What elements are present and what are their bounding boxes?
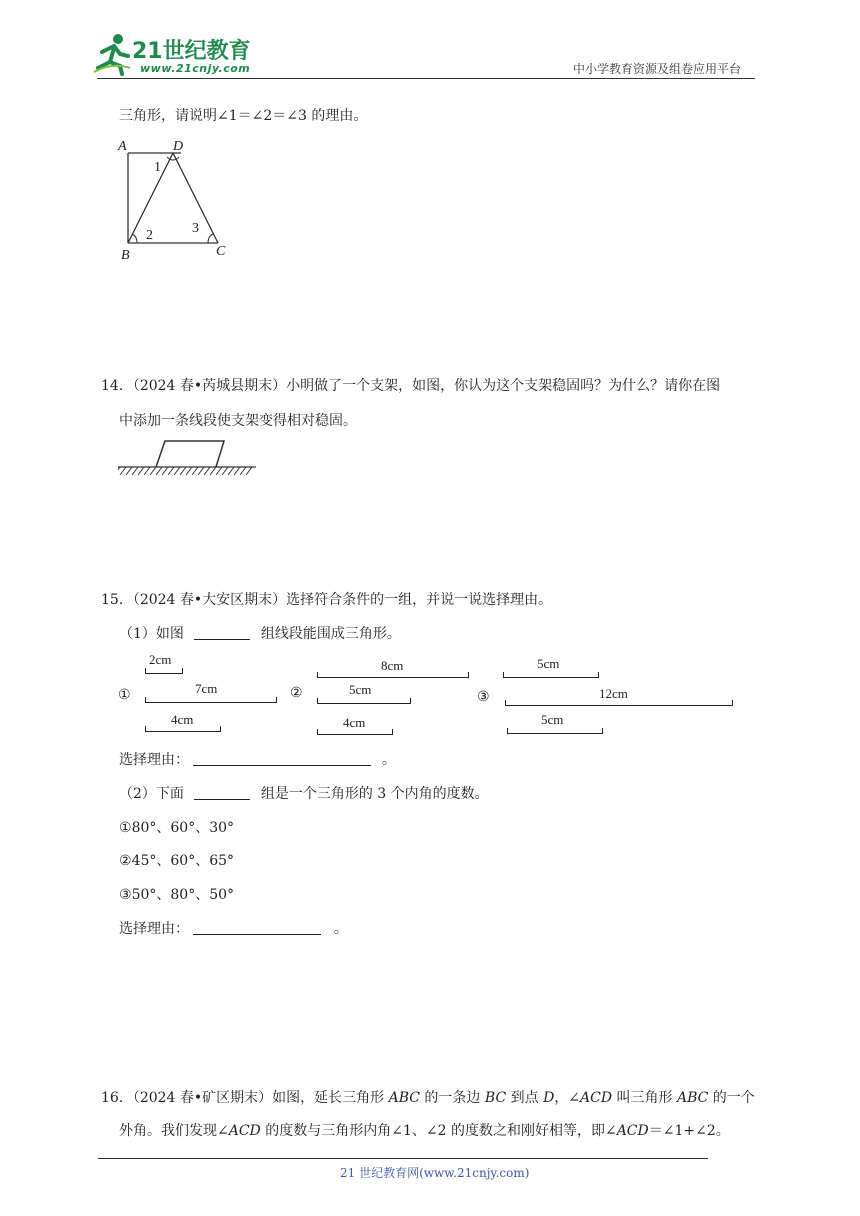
group-1-marker: ① bbox=[118, 687, 131, 703]
segment-label: 4cm bbox=[171, 712, 194, 727]
q15-option-2 bbox=[119, 852, 234, 870]
runner-logo-icon bbox=[92, 32, 132, 76]
group-2-marker: ② bbox=[290, 685, 303, 701]
footer-text: 21 世纪教育网(www.21cnjy.com) bbox=[340, 1166, 530, 1180]
q13-tail-text: 三角形，请说明∠1＝∠2＝∠3 的理由。 bbox=[119, 108, 368, 124]
logo-url: www.21cnjy.com bbox=[140, 62, 251, 75]
segment-label: 7cm bbox=[195, 681, 218, 696]
q15-segment-figure bbox=[115, 648, 735, 740]
q15-part2-suffix: 组是一个三角形的 3 个内角的度数。 bbox=[260, 786, 489, 802]
segment-line bbox=[317, 698, 411, 704]
reason-label: 选择理由： bbox=[119, 921, 189, 937]
q15-part2-prefix: （2）下面 bbox=[119, 786, 184, 802]
reason-2-answer-blank[interactable] bbox=[193, 920, 321, 935]
site-logo bbox=[92, 32, 262, 78]
segment-label: 4cm bbox=[343, 715, 366, 730]
logo-title: 21世纪教育 bbox=[132, 39, 251, 64]
point-c-label: C bbox=[216, 244, 226, 259]
math-term: D bbox=[543, 1090, 555, 1106]
math-term: ABC bbox=[676, 1090, 709, 1106]
footer-rule bbox=[98, 1158, 708, 1159]
option-marker: ② bbox=[119, 853, 132, 869]
q15-option-1 bbox=[119, 819, 234, 837]
segment-line bbox=[145, 697, 277, 703]
q14-line-2: 中添加一条线段使支架变得相对稳固。 bbox=[119, 413, 357, 429]
q14-bracket-figure bbox=[118, 437, 256, 477]
option-text: 45°、60°、65° bbox=[131, 853, 235, 869]
option-marker: ③ bbox=[119, 887, 132, 903]
reason-1-answer-blank[interactable] bbox=[193, 751, 371, 766]
option-marker: ① bbox=[119, 820, 132, 836]
reason-label: 选择理由： bbox=[119, 752, 189, 768]
angle-3-label: 3 bbox=[192, 221, 199, 236]
q15-part2-answer-blank[interactable] bbox=[194, 785, 250, 800]
segment-label: 2cm bbox=[149, 652, 172, 667]
header-platform-text: 中小学教育资源及组卷应用平台 bbox=[573, 62, 742, 76]
q15-option-3 bbox=[119, 886, 234, 904]
segment-label: 5cm bbox=[537, 656, 560, 671]
q15-part1 bbox=[119, 625, 401, 643]
text-run: ，∠ bbox=[554, 1090, 581, 1106]
header-rule bbox=[97, 78, 755, 79]
point-a-label: A bbox=[118, 139, 127, 154]
math-term: ACD bbox=[580, 1090, 613, 1106]
q15-part1-prefix: （1）如图 bbox=[119, 626, 184, 642]
math-term: BC bbox=[484, 1090, 507, 1106]
q15-part1-suffix: 组线段能围成三角形。 bbox=[260, 626, 401, 642]
segment-line bbox=[317, 672, 469, 678]
q15-reason-1 bbox=[119, 751, 396, 769]
segment-line bbox=[505, 700, 733, 706]
text-run: 的一个 bbox=[708, 1090, 755, 1106]
segment-label: 12cm bbox=[599, 686, 628, 701]
segment-line bbox=[145, 668, 183, 674]
point-b-label: B bbox=[121, 248, 130, 262]
group-3-marker: ③ bbox=[477, 689, 490, 705]
option-text: 50°、80°、50° bbox=[131, 887, 235, 903]
segment-line bbox=[503, 672, 599, 678]
q15-part1-answer-blank[interactable] bbox=[194, 625, 250, 640]
text-run: 的度数与三角形内角∠1、∠2 的度数之和刚好相等，即∠ bbox=[260, 1123, 617, 1139]
text-run: 叫三角形 bbox=[612, 1090, 677, 1106]
math-term: ACD bbox=[616, 1123, 649, 1139]
q14-line-1: 14．（2024 春•芮城县期末）小明做了一个支架，如图，你认为这个支架稳固吗？为什么？请你在图 bbox=[101, 378, 721, 394]
segment-line bbox=[145, 726, 221, 732]
period: 。 bbox=[381, 752, 396, 768]
period: 。 bbox=[333, 921, 348, 937]
q16-line-2 bbox=[119, 1122, 730, 1140]
text-run: 外角。我们发现∠ bbox=[119, 1123, 229, 1139]
q15-stem: 15．（2024 春•大安区期末）选择符合条件的一组，并说一说选择理由。 bbox=[101, 592, 553, 608]
segment-label: 8cm bbox=[381, 658, 404, 673]
angle-2-label: 2 bbox=[146, 228, 153, 243]
text-run: ＝∠1+∠2。 bbox=[648, 1123, 730, 1139]
segment-line bbox=[317, 729, 393, 735]
segment-line bbox=[507, 728, 603, 734]
option-text: 80°、60°、30° bbox=[131, 820, 235, 836]
angle-1-label: 1 bbox=[154, 160, 161, 175]
q16-line-1 bbox=[101, 1089, 755, 1107]
q13-triangle-figure bbox=[115, 137, 235, 262]
q15-part2 bbox=[119, 785, 489, 803]
q15-reason-2 bbox=[119, 920, 348, 938]
segment-label: 5cm bbox=[349, 682, 372, 697]
text-run: 16．（2024 春•矿区期末）如图，延长三角形 bbox=[101, 1090, 389, 1106]
point-d-label: D bbox=[173, 139, 184, 154]
text-run: 到点 bbox=[506, 1090, 544, 1106]
math-term: ABC bbox=[388, 1090, 420, 1106]
text-run: 的一条边 bbox=[419, 1090, 485, 1106]
math-term: ACD bbox=[228, 1123, 261, 1139]
segment-label: 5cm bbox=[541, 712, 564, 727]
